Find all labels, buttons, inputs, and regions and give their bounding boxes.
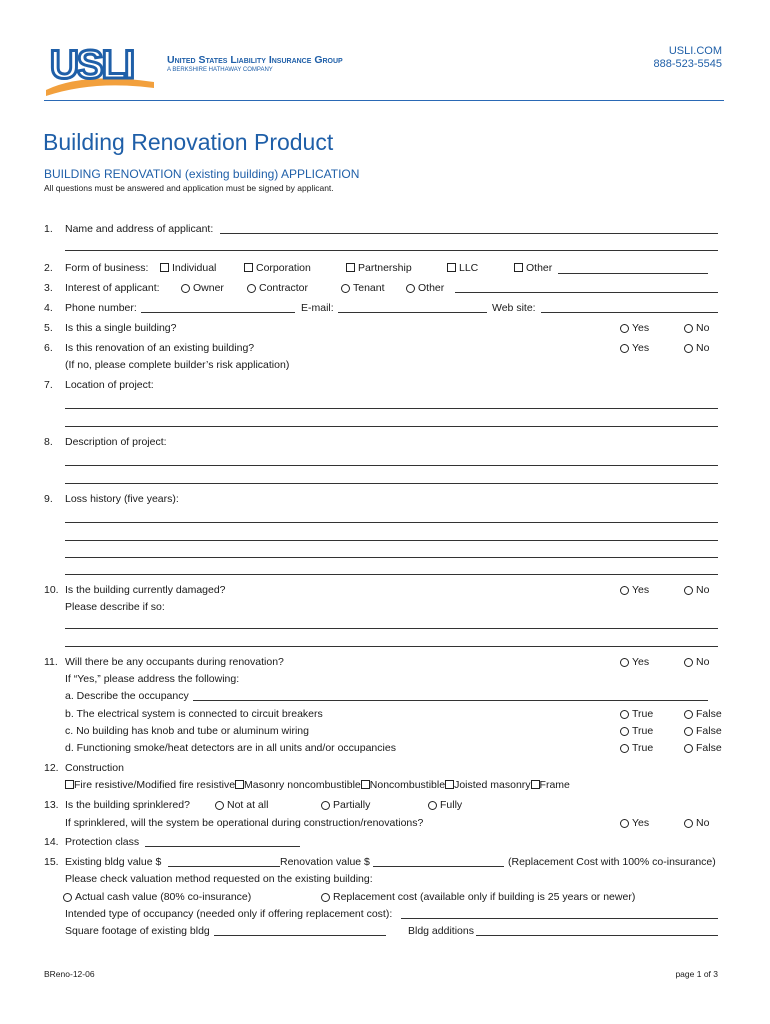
occupancy-input-line[interactable] <box>401 918 718 919</box>
q6-number: 6. <box>44 342 53 354</box>
q11d-true[interactable]: True <box>620 742 653 754</box>
q13-yes[interactable]: Yes <box>620 817 649 829</box>
page-title: Building Renovation Product <box>43 129 334 155</box>
q8-input-line[interactable] <box>65 465 718 466</box>
q13-option-partially[interactable]: Partially <box>321 799 370 811</box>
q11-yes[interactable]: Yes <box>620 656 649 668</box>
q11a-input-line[interactable] <box>193 700 708 701</box>
q8-input-line-2[interactable] <box>65 483 718 484</box>
q1-number: 1. <box>44 223 53 235</box>
q6-note: (If no, please complete builder’s risk application) <box>65 359 290 371</box>
q9-label: Loss history (five years): <box>65 493 179 505</box>
replacement-cost-option[interactable]: Replacement cost (available only if building is 25 years or newer) <box>321 891 635 903</box>
radio-icon <box>620 710 629 719</box>
q7-number: 7. <box>44 379 53 391</box>
q6-no[interactable]: No <box>684 342 709 354</box>
checkbox-icon <box>65 780 74 789</box>
q4-label: Phone number: <box>65 302 137 314</box>
radio-icon <box>341 284 350 293</box>
q12-option-frame[interactable]: Frame <box>531 779 570 791</box>
q5-label: Is this a single building? <box>65 322 177 334</box>
q2-option-individual[interactable]: Individual <box>160 262 216 274</box>
checkbox-icon <box>244 263 253 272</box>
form-id: BReno-12-06 <box>44 969 95 979</box>
q8-label: Description of project: <box>65 436 167 448</box>
q1-input-line-2[interactable] <box>65 250 718 251</box>
q9-input-line-4[interactable] <box>65 574 718 575</box>
q7-input-line[interactable] <box>65 408 718 409</box>
q12-option-fire-resistive[interactable]: Fire resistive/Modified fire resistive <box>65 779 235 791</box>
q9-number: 9. <box>44 493 53 505</box>
radio-icon <box>181 284 190 293</box>
radio-icon <box>620 819 629 828</box>
q14-label: Protection class <box>65 836 140 848</box>
q3-option-contractor[interactable]: Contractor <box>247 282 308 294</box>
website-input-line[interactable] <box>541 312 718 313</box>
checkbox-icon <box>447 263 456 272</box>
q9-input-line[interactable] <box>65 522 718 523</box>
sqft-label: Square footage of existing bldg <box>65 925 210 937</box>
q13-option-fully[interactable]: Fully <box>428 799 462 811</box>
q6-yes[interactable]: Yes <box>620 342 649 354</box>
q10-number: 10. <box>44 584 59 596</box>
website-label: Web site: <box>492 302 536 314</box>
q11a-label: a. Describe the occupancy <box>65 690 189 702</box>
renovation-value-input-line[interactable] <box>373 866 504 867</box>
q10-yes[interactable]: Yes <box>620 584 649 596</box>
renovation-value-label: Renovation value $ <box>280 856 370 868</box>
q3-other-line[interactable] <box>455 292 718 293</box>
checkbox-icon <box>346 263 355 272</box>
q1-label: Name and address of applicant: <box>65 223 214 235</box>
q11-number: 11. <box>44 656 58 668</box>
q11c-label: c. No building has knob and tube or aluminum wiring <box>65 725 309 737</box>
existing-value-input-line[interactable] <box>168 866 280 867</box>
q1-input-line[interactable] <box>220 233 718 234</box>
occupancy-label: Intended type of occupancy (needed only if offering replacement cost): <box>65 908 393 920</box>
checkbox-icon <box>531 780 540 789</box>
additions-label: Bldg additions <box>408 925 474 937</box>
q12-number: 12. <box>44 762 59 774</box>
q13-no[interactable]: No <box>684 817 709 829</box>
q11-label: Will there be any occupants during renovation? <box>65 656 284 668</box>
checkbox-icon <box>160 263 169 272</box>
q11c-true[interactable]: True <box>620 725 653 737</box>
svg-text:USLI: USLI <box>50 43 134 87</box>
radio-icon <box>684 727 693 736</box>
q10-label: Is the building currently damaged? <box>65 584 226 596</box>
q10-input-line-2[interactable] <box>65 646 718 647</box>
radio-icon <box>684 658 693 667</box>
q5-number: 5. <box>44 322 53 334</box>
protection-class-input-line[interactable] <box>145 846 300 847</box>
checkbox-icon <box>514 263 523 272</box>
replacement-cost-note: (Replacement Cost with 100% co-insurance) <box>508 856 716 868</box>
checkbox-icon <box>361 780 370 789</box>
radio-icon <box>406 284 415 293</box>
q10-input-line[interactable] <box>65 628 718 629</box>
q5-yes[interactable]: Yes <box>620 322 649 334</box>
radio-icon <box>215 801 224 810</box>
company-name: United States Liability Insurance Group <box>167 54 343 66</box>
q12-option-masonry-noncombustible[interactable]: Masonry noncombustible <box>235 779 361 791</box>
q13-number: 13. <box>44 799 59 811</box>
q3-option-other[interactable]: Other <box>406 282 444 294</box>
q7-label: Location of project: <box>65 379 154 391</box>
phone-input-line[interactable] <box>141 312 295 313</box>
usli-logo <box>44 38 156 98</box>
existing-value-label: Existing bldg value $ <box>65 856 162 868</box>
radio-icon <box>620 324 629 333</box>
q11d-false[interactable]: False <box>684 742 722 754</box>
radio-icon <box>684 710 693 719</box>
q12-option-noncombustible[interactable]: Noncombustible <box>361 779 445 791</box>
radio-icon <box>684 586 693 595</box>
q12-label: Construction <box>65 762 124 774</box>
radio-icon <box>620 744 629 753</box>
q10-note: Please describe if so: <box>65 601 165 613</box>
q9-input-line-2[interactable] <box>65 540 718 541</box>
form-subtitle: BUILDING RENOVATION (existing building) APPLICATION <box>44 167 360 181</box>
q11b-false[interactable]: False <box>684 708 722 720</box>
email-label: E-mail: <box>301 302 334 314</box>
company-sub: A BERKSHIRE HATHAWAY COMPANY <box>167 67 273 73</box>
q2-option-llc[interactable]: LLC <box>447 262 478 274</box>
radio-icon <box>620 344 629 353</box>
q8-number: 8. <box>44 436 53 448</box>
q12-option-joisted-masonry[interactable]: Joisted masonry <box>445 779 530 791</box>
radio-icon <box>620 727 629 736</box>
q11b-label: b. The electrical system is connected to circuit breakers <box>65 708 323 720</box>
phone-number: 888-523-5545 <box>653 58 722 70</box>
checkbox-icon <box>235 780 244 789</box>
q10-no[interactable]: No <box>684 584 709 596</box>
checkbox-icon <box>445 780 454 789</box>
q2-number: 2. <box>44 262 53 274</box>
sqft-input-line[interactable] <box>214 935 386 936</box>
q3-option-owner[interactable]: Owner <box>181 282 224 294</box>
q11d-label: d. Functioning smoke/heat detectors are in all units and/or occupancies <box>65 742 396 754</box>
q13-option-not-at-all[interactable]: Not at all <box>215 799 268 811</box>
website-link[interactable]: USLI.COM <box>668 45 722 57</box>
q9-input-line-3[interactable] <box>65 557 718 558</box>
q11b-true[interactable]: True <box>620 708 653 720</box>
page-number: page 1 of 3 <box>675 969 718 979</box>
radio-icon <box>684 344 693 353</box>
radio-icon <box>63 893 72 902</box>
q2-option-corporation[interactable]: Corporation <box>244 262 311 274</box>
q11c-false[interactable]: False <box>684 725 722 737</box>
radio-icon <box>428 801 437 810</box>
radio-icon <box>620 586 629 595</box>
radio-icon <box>321 893 330 902</box>
radio-icon <box>684 324 693 333</box>
q13-label: Is the building sprinklered? <box>65 799 190 811</box>
q2-option-other[interactable]: Other <box>514 262 552 274</box>
instructions: All questions must be answered and application must be signed by applicant. <box>44 183 334 193</box>
q15-number: 15. <box>44 856 59 868</box>
q12-options <box>65 779 570 791</box>
radio-icon <box>247 284 256 293</box>
valuation-note: Please check valuation method requested on the existing building: <box>65 873 373 885</box>
q4-number: 4. <box>44 302 53 314</box>
radio-icon <box>684 744 693 753</box>
q5-no[interactable]: No <box>684 322 709 334</box>
q2-label: Form of business: <box>65 262 149 274</box>
q14-number: 14. <box>44 836 59 848</box>
q6-label: Is this renovation of an existing building? <box>65 342 255 354</box>
q13-note: If sprinklered, will the system be operational during construction/renovations? <box>65 817 424 829</box>
header-divider <box>44 100 724 101</box>
q11-no[interactable]: No <box>684 656 709 668</box>
q3-option-tenant[interactable]: Tenant <box>341 282 385 294</box>
radio-icon <box>321 801 330 810</box>
additions-input-line[interactable] <box>476 935 718 936</box>
q2-other-line[interactable] <box>558 273 708 274</box>
acv-option[interactable]: Actual cash value (80% co-insurance) <box>63 891 251 903</box>
q11-note: If “Yes,” please address the following: <box>65 673 240 685</box>
radio-icon <box>620 658 629 667</box>
q3-number: 3. <box>44 282 53 294</box>
email-input-line[interactable] <box>338 312 487 313</box>
q3-label: Interest of applicant: <box>65 282 160 294</box>
q2-option-partnership[interactable]: Partnership <box>346 262 412 274</box>
q7-input-line-2[interactable] <box>65 426 718 427</box>
radio-icon <box>684 819 693 828</box>
